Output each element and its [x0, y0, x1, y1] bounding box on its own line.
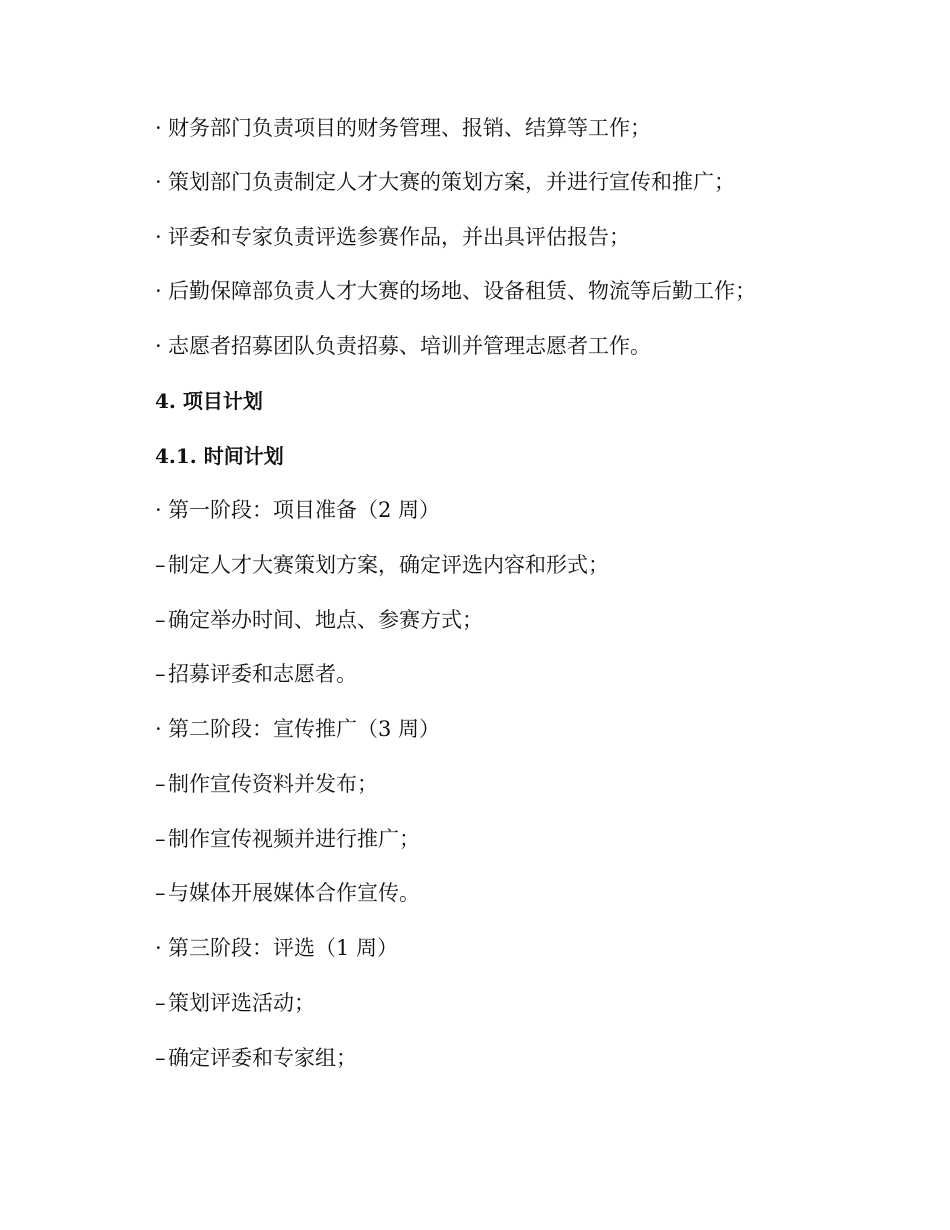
list-item-text: 制作宣传视频并进行推广； — [168, 827, 420, 851]
dash-marker: – — [155, 553, 166, 577]
dash-marker: – — [155, 608, 166, 632]
dash-marker: – — [155, 772, 166, 796]
list-item — [155, 1043, 855, 1073]
list-item — [155, 222, 855, 252]
list-item-text: 招募评委和志愿者。 — [168, 662, 357, 686]
list-item — [155, 550, 855, 580]
dash-marker: – — [155, 881, 166, 905]
bullet-marker: · — [155, 334, 162, 358]
list-item — [155, 167, 855, 197]
dash-marker: – — [155, 662, 166, 686]
section-heading-text: 4. 项目计划 — [155, 389, 263, 413]
list-item-text: 与媒体开展媒体合作宣传。 — [168, 881, 420, 905]
list-item-text: 第三阶段：评选（1 周） — [168, 936, 399, 960]
list-item — [155, 933, 855, 963]
list-item-text: 志愿者招募团队负责招募、培训并管理志愿者工作。 — [168, 334, 651, 358]
dash-marker: – — [155, 1046, 166, 1070]
list-item — [155, 714, 855, 744]
list-item-text: 策划部门负责制定人才大赛的策划方案，并进行宣传和推广； — [168, 170, 735, 194]
list-item — [155, 331, 855, 361]
subsection-heading-text: 4.1. 时间计划 — [155, 444, 284, 468]
subsection-heading — [155, 441, 855, 471]
list-item — [155, 988, 855, 1018]
section-heading — [155, 386, 855, 416]
list-item-text: 第一阶段：项目准备（2 周） — [168, 498, 441, 522]
list-item — [155, 276, 855, 306]
bullet-marker: · — [155, 498, 162, 522]
dash-marker: – — [155, 827, 166, 851]
list-item — [155, 495, 855, 525]
bullet-marker: · — [155, 936, 162, 960]
bullet-marker: · — [155, 170, 162, 194]
list-item-text: 策划评选活动； — [168, 991, 315, 1015]
list-item-text: 确定评委和专家组； — [168, 1046, 357, 1070]
list-item — [155, 659, 855, 689]
bullet-marker: · — [155, 116, 162, 140]
list-item — [155, 824, 855, 854]
bullet-marker: · — [155, 717, 162, 741]
dash-marker: – — [155, 991, 166, 1015]
bullet-marker: · — [155, 225, 162, 249]
bullet-marker: · — [155, 279, 162, 303]
list-item-text: 第二阶段：宣传推广（3 周） — [168, 717, 441, 741]
list-item-text: 后勤保障部负责人才大赛的场地、设备租赁、物流等后勤工作； — [168, 279, 756, 303]
list-item-text: 确定举办时间、地点、参赛方式； — [168, 608, 483, 632]
list-item-text: 评委和专家负责评选参赛作品，并出具评估报告； — [168, 225, 630, 249]
list-item-text: 制作宣传资料并发布； — [168, 772, 378, 796]
list-item — [155, 605, 855, 635]
list-item — [155, 113, 855, 143]
list-item-text: 制定人才大赛策划方案，确定评选内容和形式； — [168, 553, 609, 577]
list-item-text: 财务部门负责项目的财务管理、报销、结算等工作； — [168, 116, 651, 140]
list-item — [155, 878, 855, 908]
list-item — [155, 769, 855, 799]
